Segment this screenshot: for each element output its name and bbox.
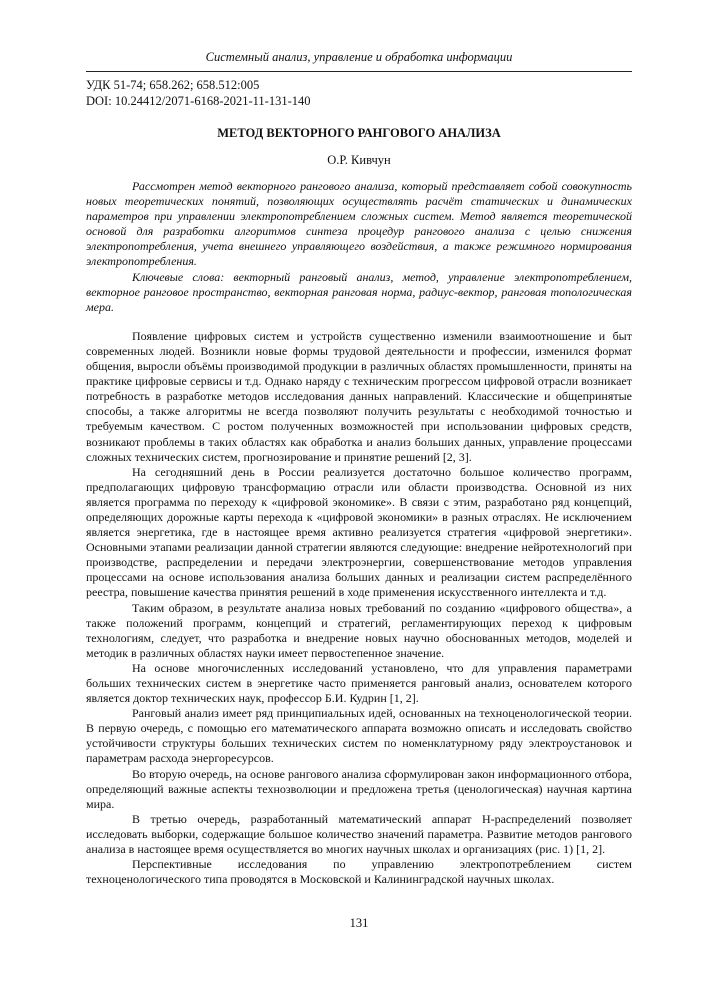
article-title: МЕТОД ВЕКТОРНОГО РАНГОВОГО АНАЛИЗА	[217, 126, 501, 140]
doi: DOI: 10.24412/2071-6168-2021-11-131-140	[86, 94, 311, 108]
paragraph: Таким образом, в результате анализа новых требований по созданию «цифрового общества», а также положений программ, концепций и стратегий, регламентирующих переход к цифровым технологиям, следует, что разработка и внедрение новых научно обоснованных методов, моделей и методик в различных областях науки имеет первостепенное значение.	[86, 600, 632, 660]
running-head: Системный анализ, управление и обработка информации	[86, 48, 632, 72]
paragraph: На сегодняшний день в России реализуется достаточно большое количество программ, предполагающих цифровую трансформацию отрасли или области производства. Основной из них является программа по переходу к «цифровой экономике». В связи с этим, разработано ряд концепций, определяющих дорожные карты перехода к «цифровой экономики» в разных отраслях. Не исключением является энергетика, где в настоящее время активно реализуется стратегия «цифровой энергетики». Основными этапами реализации данной стратегии являются следующие: внедрение нейротехнологий при производстве, распределении и передачи электроэнергии, совершенствование методов управления процессами на основе использования анализа больших данных и реализации систем распределённого реестра, повышение качества принятия решений в ходе применения искусственного интеллекта и т.д.	[86, 464, 632, 600]
paragraph: Ранговый анализ имеет ряд принципиальных идей, основанных на техноценологической теории. В первую очередь, с помощью его математического аппарата возможно описать и исследовать свойство устойчивости структуры больших технических систем по номенклатурному ряду электроустановок и параметрам расхода энергоресурсов.	[86, 706, 632, 766]
keywords: Ключевые слова: векторный ранговый анализ, метод, управление электропотреблением, векторное ранговое пространство, векторная ранговая норма, радиус-вектор, ранговая топологическая мера.	[86, 269, 632, 314]
abstract	[86, 179, 632, 315]
udc-code: УДК 51-74; 658.262; 658.512:005	[86, 78, 260, 92]
page	[86, 48, 632, 887]
paragraph: Появление цифровых систем и устройств существенно изменили взаимоотношение и быт современных людей. Возникли новые формы трудовой деятельности и профессии, изменился формат общения, выросли объёмы производимой продукции в различных областях промышленности, приняты на практике цифровые сервисы и т.д. Однако наряду с техническим прогрессом цифровой отрасли возникает потребность в разработке методов исследования данных направлений. Классические и общепринятые способы, а также алгоритмы не всегда позволяют получить результаты с необходимой точностью и требуемым качеством. С ростом полученных возможностей при использовании цифровых средств, возникают проблемы в таких областях как обработка и анализ больших данных, управление процессами сложных технических систем, прогнозирование и принятие решений [2, 3].	[86, 328, 632, 464]
article-body	[86, 329, 632, 887]
abstract-text: Рассмотрен метод векторного рангового анализа, который представляет собой совокупность новых теоретических понятий, позволяющих осуществлять расчёт статических и динамических параметров при управлении электропотреблением сложных систем. Метод является теоретической основой для разработки алгоритмов синтеза процедур рангового анализа с целью снижения электропотребления, учета внешнего управляющего воздействия, а также режимного нормирования электропотребления.	[86, 179, 632, 269]
article-author: О.Р. Кивчун	[327, 153, 391, 167]
paragraph: На основе многочисленных исследований установлено, что для управления параметрами больших технических систем в энергетике часто применяется ранговый анализ, основателем которого является доктор технических наук, профессор Б.И. Кудрин [1, 2].	[86, 660, 632, 706]
page-number: 131	[349, 916, 369, 930]
paragraph: Во вторую очередь, на основе рангового анализа сформулирован закон информационного отбора, определяющий важные аспекты технозволюции и предложена третья (ценологическая) научная картина мира.	[86, 766, 632, 811]
paragraph: Перспективные исследования по управлению электропотреблением систем техноценологического типа проводятся в Московской и Калининградской научных школах.	[86, 857, 632, 887]
paragraph: В третью очередь, разработанный математический аппарат Н-распределений позволяет исследовать выборки, содержащие большое количество значений параметра. Развитие методов рангового анализа в настоящее время осуществляется во многих научных школах и организациях (рис. 1) [1, 2].	[86, 811, 632, 857]
article-meta	[86, 77, 632, 109]
